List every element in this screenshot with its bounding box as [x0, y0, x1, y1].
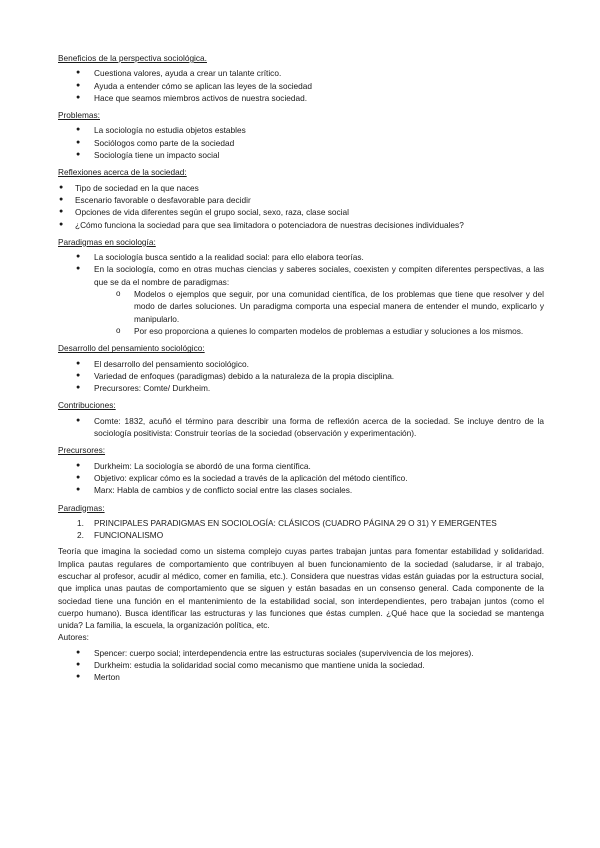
bullet-icon: ●: [76, 486, 81, 494]
autores-list: [58, 647, 544, 684]
document-content: [58, 52, 544, 689]
circle-bullet-icon: o: [116, 289, 121, 299]
list-number: 1.: [77, 517, 84, 528]
list-item: ● Escenario favorable o desfavorable para decidir: [59, 194, 251, 205]
list-item: ● La sociología busca sentido a la realidad social: para ello elabora teorías.: [76, 252, 364, 263]
bullet-icon: ●: [76, 265, 81, 273]
list-item: ● Marx: Habla de cambios y de conflicto social entre las clases sociales.: [76, 485, 353, 496]
list-item: ● Comte: 1832, acuñó el término para describir una forma de reflexión acerca de la sociedad. Se incluye dentro de la sociología positivista: Construir teorías de la sociedad (observación y experimentación).: [76, 415, 544, 439]
section-heading: Contribuciones:: [58, 400, 116, 411]
funcionalismo-paragraph: Teoría que imagina la sociedad como un sistema complejo cuyas partes trabajan juntas para fomentar estabilidad y solidaridad. Implica pautas regulares de comportamiento que contribuyen al buen funcionamiento de la sociedad (saludarse, ir al trabajo, escuchar al profesor, acudir al médico, comer en familia, etc.). Considera que nuestras vidas están guiadas por la estructura social, que implica unas pautas de comportamiento que se siguen y están basadas en un consenso general. Cada componente de la sociedad tiene una función en el mantenimiento de la estabilidad social, son interdependientes, pero trabajan juntos (como el cuerpo humano). Busca identificar las estructuras y las funciones que éstas cumplen. ¿Qué hace que la sociedad se mantenga unida? La familia, la escuela, la organización política, etc.: [58, 546, 544, 631]
section-reflexiones: [58, 166, 544, 230]
list-item: ● La sociología no estudia objetos estables: [76, 125, 246, 136]
bullet-icon: ●: [76, 138, 81, 146]
bullet-icon: ●: [76, 359, 81, 367]
list-item: ● Precursores: Comte/ Durkheim.: [76, 383, 211, 394]
section-beneficios: [58, 52, 544, 104]
list-item: ● Variedad de enfoques (paradigmas) debido a la naturaleza de la propia disciplina.: [76, 370, 395, 381]
bullet-icon: ●: [76, 648, 81, 656]
bullet-icon: ●: [59, 208, 64, 216]
bullet-icon: ●: [76, 69, 81, 77]
bullet-icon: ●: [76, 461, 81, 469]
section-paradigmas-sociologia: [58, 236, 544, 337]
bullet-icon: ●: [76, 673, 81, 681]
circle-bullet-icon: o: [116, 325, 121, 335]
list-item: ● Cuestiona valores, ayuda a crear un talante crítico.: [76, 68, 282, 79]
bullet-icon: ●: [76, 126, 81, 134]
bullet-icon: ●: [76, 416, 81, 424]
sub-bullet-list: [58, 288, 544, 337]
bullet-icon: ●: [76, 253, 81, 261]
list-item: o Modelos o ejemplos que seguir, por una comunidad científica, de los problemas que tiene que resolver y del modo de darles soluciones. Un paradigma comporta una especial manera de entender el mundo, explicarlo y manipularlo.: [116, 289, 544, 324]
bullet-list: [58, 251, 544, 288]
list-item: ● Tipo de sociedad en la que naces: [59, 182, 199, 193]
list-item: 1. PRINCIPALES PARADIGMAS EN SOCIOLOGÍA: CLÁSICOS (CUADRO PÁGINA 29 O 31) Y EMERGENTES: [77, 517, 497, 528]
bullet-list: [58, 358, 544, 395]
section-desarrollo: [58, 342, 544, 394]
section-heading: Problemas:: [58, 110, 100, 121]
bullet-icon: ●: [76, 473, 81, 481]
section-precursores: [58, 444, 544, 496]
section-heading: Beneficios de la perspectiva sociológica.: [58, 53, 207, 63]
list-item: ● Opciones de vida diferentes según el grupo social, sexo, raza, clase social: [59, 207, 349, 218]
list-item: ● Merton: [76, 672, 120, 683]
list-number: 2.: [77, 530, 84, 541]
bullet-icon: ●: [59, 220, 64, 228]
list-item: ● Objetivo: explicar cómo es la sociedad a través de la aplicación del método científico.: [76, 472, 408, 483]
section-problemas: [58, 109, 544, 161]
list-item: ● Ayuda a entender cómo se aplican las leyes de la sociedad: [76, 80, 313, 91]
section-heading: Reflexiones acerca de la sociedad:: [58, 167, 187, 178]
section-contribuciones: [58, 399, 544, 439]
bullet-icon: ●: [76, 661, 81, 669]
bullet-icon: ●: [76, 371, 81, 379]
bullet-list: [58, 460, 544, 497]
section-heading: Precursores:: [58, 445, 106, 456]
list-item: ● ¿Cómo funciona la sociedad para que sea limitadora o potenciadora de nuestras decisiones individuales?: [59, 219, 464, 230]
list-item: ● El desarrollo del pensamiento sociológico.: [76, 358, 249, 369]
bullet-icon: ●: [76, 81, 81, 89]
section-heading: Desarrollo del pensamiento sociológico:: [58, 343, 205, 354]
section-heading: Paradigmas:: [58, 502, 105, 513]
list-item: ● Hace que seamos miembros activos de nuestra sociedad.: [76, 92, 308, 103]
bullet-icon: ●: [59, 195, 64, 203]
list-item: ● Sociólogos como parte de la sociedad: [76, 137, 235, 148]
numbered-list: [58, 517, 544, 542]
list-item: ● Spencer: cuerpo social; interdependencia entre las estructuras sociales (supervivencia de los mejores).: [76, 647, 474, 658]
bullet-list: [58, 67, 544, 104]
list-item: ● Durkheim: estudia la solidaridad social como mecanismo que mantiene unida la sociedad.: [76, 660, 425, 671]
autores-label: Autores:: [58, 632, 89, 643]
bullet-list: [58, 124, 544, 161]
bullet-icon: ●: [76, 151, 81, 159]
section-paradigmas: [58, 502, 544, 684]
list-item: ● Sociología tiene un impacto social: [76, 150, 220, 161]
bullet-list: [58, 415, 544, 440]
list-item: 2. FUNCIONALISMO: [77, 530, 164, 541]
bullet-list: [58, 182, 544, 231]
section-heading: Paradigmas en sociología:: [58, 236, 156, 247]
bullet-icon: ●: [59, 183, 64, 191]
bullet-icon: ●: [76, 93, 81, 101]
list-item: o Por eso proporciona a quienes lo comparten modelos de problemas a estudiar y soluciones a los mismos.: [116, 325, 524, 336]
list-item: ● Durkheim: La sociología se abordó de una forma científica.: [76, 460, 311, 471]
bullet-icon: ●: [76, 384, 81, 392]
list-item: ● En la sociología, como en otras muchas ciencias y saberes sociales, coexisten y compiten diferentes perspectivas, a las que se da el nombre de paradigmas:: [76, 264, 544, 287]
